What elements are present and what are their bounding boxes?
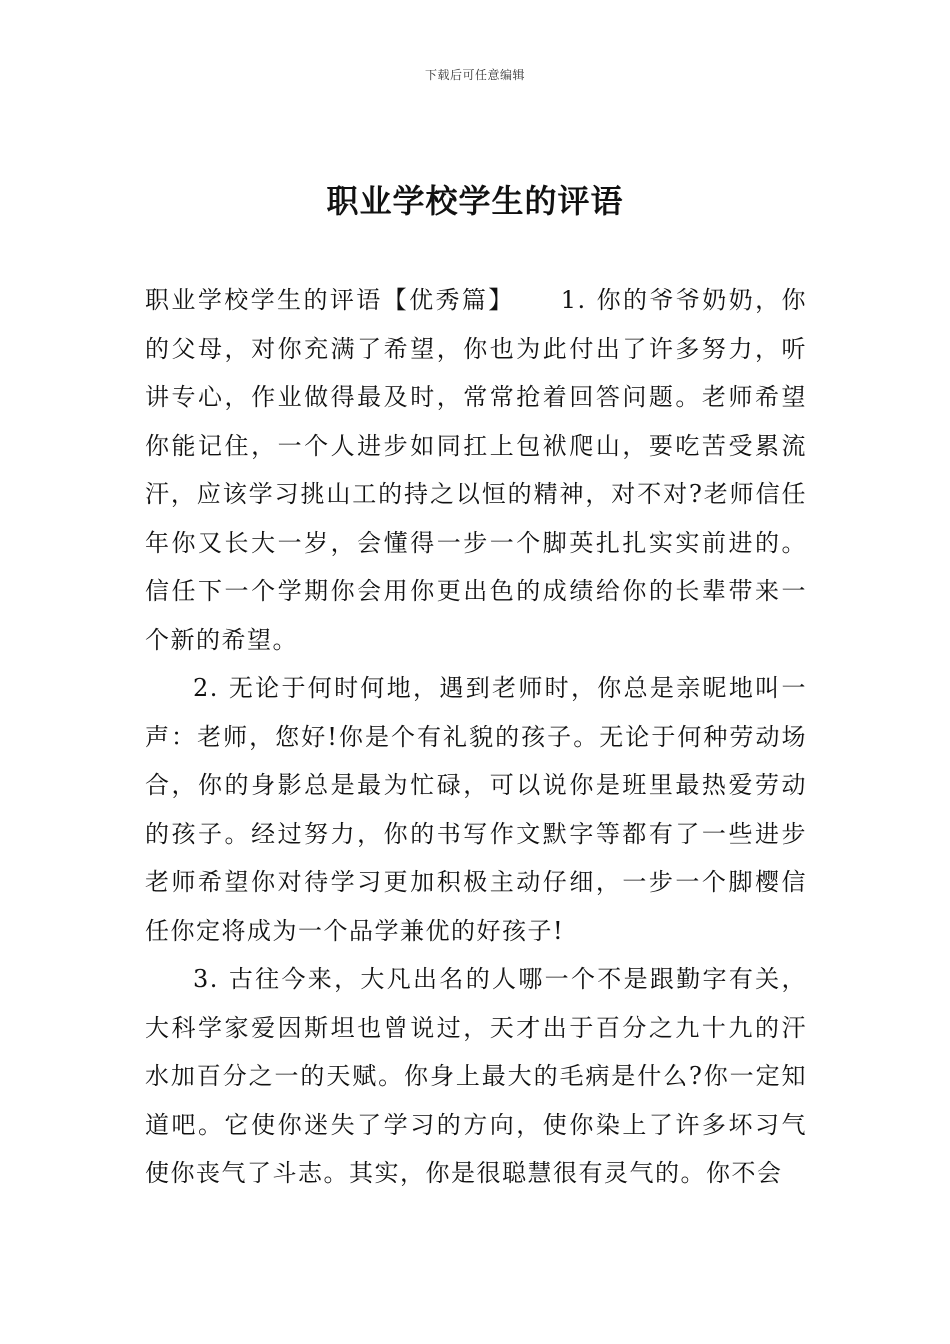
paragraph-1-text: 1. 你的爷爷奶奶，你的父母，对你充满了希望，你也为此付出了许多努力，听讲专心，作业做得最及时，常常抢着回答问题。老师希望你能记住，一个人进步如同扛上包袱爬山，要吃苦受累流汗，应该学习挑山工的持之以恒的精神，对不对?老师信任年你又长大一岁，会懂得一步一个脚英扎扎实实前进的。信任下一个学期你会用你更出色的成绩给你的长辈带来一个新的希望。 [145,286,808,654]
document-title: 职业学校学生的评语 [326,182,624,220]
document-body [145,276,807,1198]
section-heading: 职业学校学生的评语【优秀篇】 [145,286,515,314]
paragraph-2: 2. 无论于何时何地，遇到老师时，你总是亲昵地叫一声：老师，您好!你是个有礼貌的孩子。无论于何种劳动场合，你的身影总是最为忙碌，可以说你是班里最热爱劳动的孩子。经过努力，你的书写作文默字等都有了一些进步老师希望你对待学习更加积极主动仔细，一步一个脚樱信任你定将成为一个品学兼优的好孩子! [145,674,807,945]
header-note: 下载后可任意编辑 [424,68,525,82]
paragraph-1 [145,276,807,664]
paragraph-3: 3. 古往今来，大凡出名的人哪一个不是跟勤字有关，大科学家爱因斯坦也曾说过，天才出于百分之九十九的汗水加百分之一的天赋。你身上最大的毛病是什么?你一定知道吧。它使你迷失了学习的方向，使你染上了许多坏习气使你丧气了斗志。其实，你是很聪慧很有灵气的。你不会 [145,965,807,1187]
